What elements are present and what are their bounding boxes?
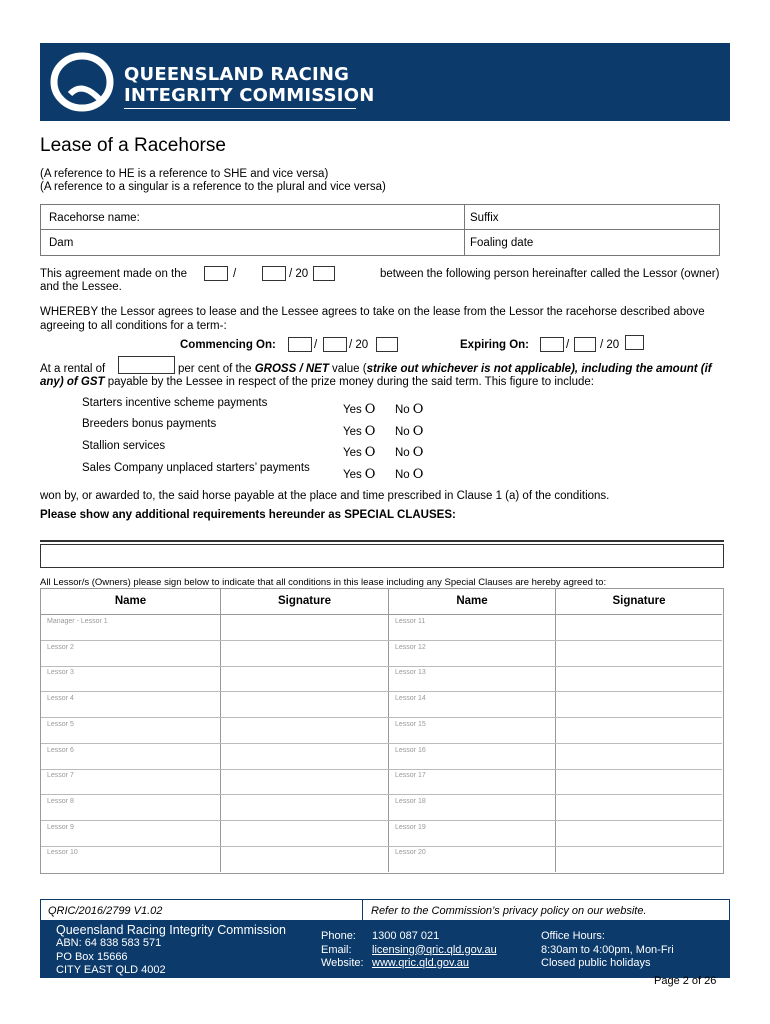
between-label: between the following person hereinafter called the Lessor (owner) xyxy=(380,268,720,280)
lessor-name-field[interactable] xyxy=(389,666,555,691)
lessor-label: Lessor 11 xyxy=(395,618,426,625)
lessor-label: Lessor 10 xyxy=(47,849,78,857)
lessor-label: Lessor 2 xyxy=(47,643,74,651)
signature-table-row xyxy=(41,692,722,718)
lessor-name-field[interactable] xyxy=(41,692,220,717)
org-line-1: QUEENSLAND RACING xyxy=(124,64,350,85)
lessor-label: Lessor 5 xyxy=(47,720,74,728)
starters-yes-radio[interactable]: Yes O xyxy=(343,402,376,417)
lessor-label: Lessor 7 xyxy=(47,772,74,780)
include-label-stallion: Stallion services xyxy=(82,440,166,452)
expiring-day-input[interactable] xyxy=(540,337,564,352)
lessor-name-field[interactable] xyxy=(389,795,555,820)
lessor-signature-field[interactable] xyxy=(556,795,722,820)
at-rental-label: At a rental of xyxy=(40,363,106,375)
lessor-signature-field[interactable] xyxy=(556,769,722,794)
signature-table-row xyxy=(41,641,722,667)
lessor-signature-field[interactable] xyxy=(221,769,388,794)
stallion-yes-radio[interactable]: Yes O xyxy=(343,445,376,460)
lessor-signature-field[interactable] xyxy=(556,692,722,717)
slash-20: / 20 xyxy=(349,339,369,351)
page-number: Page 2 of 26 xyxy=(654,975,717,987)
form-code: QRIC/2016/2799 V1.02 xyxy=(48,905,163,917)
suffix-field[interactable]: Suffix xyxy=(470,212,499,224)
page-title: Lease of a Racehorse xyxy=(40,135,226,156)
lessor-signature-field[interactable] xyxy=(556,641,722,666)
slash: / xyxy=(233,268,237,280)
lessor-signature-field[interactable] xyxy=(556,615,722,640)
starters-no-radio[interactable]: No O xyxy=(395,402,424,417)
lessor-name-field[interactable] xyxy=(41,769,220,794)
agreement-year-input[interactable] xyxy=(313,266,335,281)
horse-details-table xyxy=(40,204,720,256)
include-label-starters: Starters incentive scheme payments xyxy=(82,397,268,409)
slash: / xyxy=(566,339,570,351)
breeders-yes-radio[interactable]: Yes O xyxy=(343,424,376,439)
won-by-text: won by, or awarded to, the said horse payable at the place and time prescribed in Clause 1 (a) of the conditions. xyxy=(40,490,610,502)
website-link[interactable]: www.qric.qld.gov.au xyxy=(372,957,470,969)
signature-table-row xyxy=(41,744,722,770)
email-link[interactable]: licensing@qric.qld.gov.au xyxy=(372,943,497,956)
lessor-signature-field[interactable] xyxy=(221,718,388,743)
footer-office-hours: Office Hours: 8:30am to 4:00pm, Mon-Fri Closed public holidays xyxy=(541,930,674,969)
rental-text-line1: per cent of the GROSS / NET value (strike out whichever is not applicable), including the amount (if xyxy=(178,363,712,375)
lessor-name-field[interactable] xyxy=(41,718,220,743)
lessor-signature-field[interactable] xyxy=(556,744,722,769)
lessor-name-field[interactable] xyxy=(41,666,220,691)
slash-20: / 20 xyxy=(289,268,309,280)
expiring-year-input[interactable] xyxy=(625,335,644,350)
header-name-1: Name xyxy=(114,595,147,607)
agreement-month-input[interactable] xyxy=(262,266,286,281)
org-logo-text xyxy=(124,64,374,106)
lessor-signature-field[interactable] xyxy=(221,744,388,769)
footer-address: ABN: 64 838 583 571 PO Box 15666 CITY EAST QLD 4002 xyxy=(56,937,166,976)
lessor-label: Lessor 6 xyxy=(47,746,74,754)
special-clauses-heading: Please show any additional requirements hereunder as SPECIAL CLAUSES: xyxy=(40,509,456,521)
lessor-name-field[interactable] xyxy=(41,795,220,820)
include-label-breeders: Breeders bonus payments xyxy=(82,418,217,430)
slash-20: / 20 xyxy=(600,339,620,351)
signature-table-row xyxy=(41,821,722,847)
lessor-name-field[interactable] xyxy=(389,641,555,666)
org-line-2: INTEGRITY COMMISSION xyxy=(124,85,375,106)
sales-no-radio[interactable]: No O xyxy=(395,467,424,482)
sign-intro-text: All Lessor/s (Owners) please sign below to indicate that all conditions in this lease including any Special Clauses are hereby agreed to: xyxy=(40,577,607,588)
lessor-signature-field[interactable] xyxy=(221,641,388,666)
lessor-name-field[interactable] xyxy=(389,615,555,640)
lessor-signature-field[interactable] xyxy=(221,692,388,717)
special-clauses-input[interactable] xyxy=(40,544,724,568)
lessor-label: Lessor 14 xyxy=(395,695,426,703)
include-label-sales: Sales Company unplaced starters’ payments xyxy=(82,462,310,474)
lessor-signature-field[interactable] xyxy=(556,821,722,846)
signature-table-row xyxy=(41,795,722,821)
lessor-name-field[interactable] xyxy=(389,692,555,717)
racehorse-name-field[interactable]: Racehorse name: xyxy=(49,212,140,224)
lessor-signature-field[interactable] xyxy=(556,666,722,691)
expiring-month-input[interactable] xyxy=(574,337,596,352)
lessor-name-field[interactable] xyxy=(41,821,220,846)
qric-logo-icon xyxy=(48,50,118,114)
stallion-no-radio[interactable]: No O xyxy=(395,445,424,460)
privacy-note: Refer to the Commission’s privacy policy on our website. xyxy=(371,905,647,917)
lessor-signature-field[interactable] xyxy=(556,718,722,743)
lessor-label: Lessor 12 xyxy=(395,643,426,651)
lessor-label: Lessor 8 xyxy=(47,797,74,805)
lessor-label: Lessor 15 xyxy=(395,720,426,728)
commencing-month-input[interactable] xyxy=(323,337,347,352)
commencing-label: Commencing On: xyxy=(180,339,276,351)
lessor-name-field[interactable] xyxy=(389,821,555,846)
lessor-signature-field[interactable] xyxy=(221,821,388,846)
note-singular-plural: (A reference to a singular is a reference to the plural and vice versa) xyxy=(40,181,386,193)
lessor-signature-field[interactable] xyxy=(221,795,388,820)
lessor-label: Lessor 20 xyxy=(395,849,426,857)
lessor-label: Lessor 9 xyxy=(47,823,74,831)
lessor-label: Lessor 18 xyxy=(395,797,426,805)
breeders-no-radio[interactable]: No O xyxy=(395,424,424,439)
lessor-signature-field[interactable] xyxy=(221,615,388,640)
lessor-signature-field[interactable] xyxy=(221,846,388,871)
lessor-name-field[interactable] xyxy=(389,744,555,769)
agreement-day-input[interactable] xyxy=(204,266,228,281)
expiring-label: Expiring On: xyxy=(460,339,529,351)
lessor-label: Lessor 19 xyxy=(395,823,426,831)
signature-table-row xyxy=(41,846,722,871)
signature-table-row xyxy=(41,615,722,641)
header-name-2: Name xyxy=(456,595,488,607)
commencing-year-input[interactable] xyxy=(376,337,398,352)
agreement-made-on-label: This agreement made on the xyxy=(40,268,188,280)
lessor-label: Lessor 16 xyxy=(395,746,426,754)
lessor-name-field[interactable] xyxy=(41,846,220,871)
lessor-signature-field[interactable] xyxy=(556,846,722,871)
rental-text-line2: any) of GST payable by the Lessee in respect of the prize money during the said term. This figure to include: xyxy=(40,376,594,388)
footer-contact-labels: Phone: Email: Website: xyxy=(321,930,364,969)
slash: / xyxy=(314,339,318,351)
sales-yes-radio[interactable]: Yes O xyxy=(343,467,376,482)
lessor-name-field[interactable] xyxy=(41,744,220,769)
lessor-label: Lessor 17 xyxy=(395,772,426,780)
footer-org-name: Queensland Racing Integrity Commission xyxy=(56,923,286,937)
signature-table-row xyxy=(41,718,722,744)
whereby-text: WHEREBY the Lessor agrees to lease and the Lessee agrees to take on the lease from the Lessor the racehorse described above agreeing to all conditions for a term-: xyxy=(40,306,705,332)
lessor-name-field[interactable] xyxy=(389,846,555,871)
lessor-name-field[interactable] xyxy=(389,718,555,743)
lessor-label: Lessor 4 xyxy=(47,695,74,703)
note-he-she: (A reference to HE is a reference to SHE and vice versa) xyxy=(40,168,329,180)
lessor-name-field[interactable] xyxy=(41,641,220,666)
signature-table-row xyxy=(41,666,722,692)
commencing-day-input[interactable] xyxy=(288,337,312,352)
lessor-signature-field[interactable] xyxy=(221,666,388,691)
rental-percent-input[interactable] xyxy=(118,356,175,374)
foaling-date-field[interactable]: Foaling date xyxy=(470,237,534,249)
lessor-label: Manager - Lessor 1 xyxy=(47,618,108,625)
lessor-label: Lessor 13 xyxy=(395,669,426,677)
footer-contact-values xyxy=(372,930,497,971)
header-signature-1: Signature xyxy=(277,595,332,607)
lessor-name-field[interactable] xyxy=(41,615,220,640)
header-signature-2: Signature xyxy=(612,595,666,607)
dam-field[interactable]: Dam xyxy=(49,237,74,249)
and-lessee-label: and the Lessee. xyxy=(40,281,122,293)
lessor-name-field[interactable] xyxy=(389,769,555,794)
phone-number: 1300 087 021 xyxy=(372,930,440,942)
lessor-label: Lessor 3 xyxy=(47,669,74,677)
signature-table-row xyxy=(41,769,722,795)
